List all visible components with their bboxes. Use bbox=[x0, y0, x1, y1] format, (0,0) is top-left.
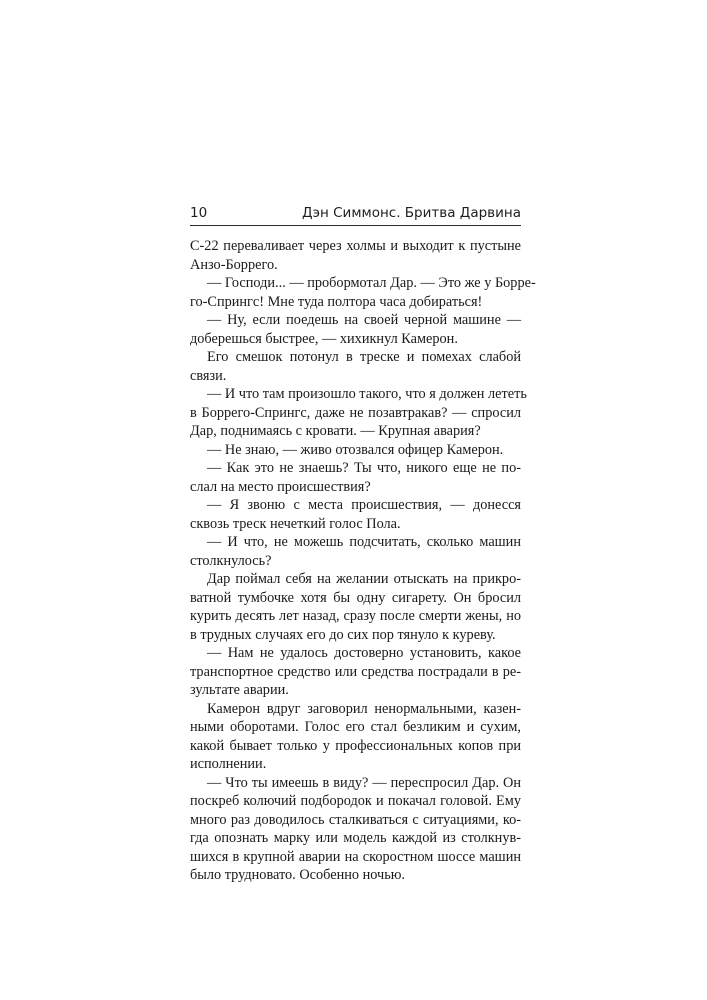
text-line: Дар, поднимаясь с кровати. — Крупная авария? bbox=[190, 423, 481, 439]
text-line: — И что там произошло такого, что я должен лететь bbox=[207, 386, 527, 402]
header-rule bbox=[190, 225, 521, 226]
paragraph bbox=[190, 774, 521, 885]
text-line: шихся в крупной аварии на скоростном шоссе машин bbox=[190, 848, 521, 865]
text-line: гда опознать марку или модель каждой из столкнув- bbox=[190, 830, 521, 846]
text-line: — Господи... — пробормотал Дар. — Это же у Борре- bbox=[207, 275, 536, 291]
paragraph bbox=[190, 237, 521, 274]
text-line: было трудновато. Особенно ночью. bbox=[190, 867, 406, 883]
text-line: — Я звоню с места происшествия, — донесся bbox=[207, 497, 521, 513]
text-line: зультате аварии. bbox=[190, 682, 289, 698]
text-line: столкнулось? bbox=[190, 552, 272, 569]
paragraph bbox=[190, 533, 521, 570]
text-line: — Как это не знаешь? Ты что, никого еще не по- bbox=[207, 460, 521, 476]
paragraph bbox=[190, 570, 521, 644]
text-line: поскреб колючий подбородок и покачал головой. Ему bbox=[190, 793, 521, 809]
running-head bbox=[190, 205, 521, 225]
page-number: 10 bbox=[190, 205, 208, 221]
paragraph bbox=[190, 644, 521, 700]
paragraph bbox=[190, 459, 521, 496]
text-line: — Не знаю, — живо отозвался офицер Камерон. bbox=[207, 441, 504, 458]
text-line: курить десять лет назад, сразу после смерти жены, но bbox=[190, 608, 521, 624]
text-line: — Нам не удалось достоверно установить, какое bbox=[207, 645, 521, 661]
text-line: Камерон вдруг заговорил ненормальными, казен- bbox=[207, 700, 521, 717]
text-line: исполнении. bbox=[190, 756, 267, 772]
paragraph bbox=[190, 348, 521, 385]
text-line: — И что, не можешь подсчитать, сколько машин bbox=[207, 534, 521, 550]
paragraph bbox=[190, 700, 521, 774]
text-line: связи. bbox=[190, 367, 227, 384]
paragraph bbox=[190, 274, 536, 311]
text-line: Его смешок потонул в треске и помехах слабой bbox=[207, 349, 521, 365]
text-line: С-22 переваливает через холмы и выходит к пустыне bbox=[190, 238, 521, 254]
text-line: ватной тумбочке хотя бы одну сигарету. Он бросил bbox=[190, 589, 521, 606]
body-text bbox=[190, 237, 536, 885]
text-line: слал на место происшествия? bbox=[190, 478, 371, 495]
text-line: много раз доводилось сталкиваться с ситуациями, ко- bbox=[190, 811, 521, 828]
paragraph bbox=[190, 385, 527, 441]
text-line: ными оборотами. Голос его стал безликим и сухим, bbox=[190, 719, 521, 735]
text-line: доберешься быстрее, — хихикнул Камерон. bbox=[190, 330, 458, 347]
paragraph bbox=[190, 496, 521, 533]
text-line: в Боррего-Спрингс, даже не позавтракав? — спросил bbox=[190, 404, 521, 421]
running-title: Дэн Симмонс. Бритва Дарвина bbox=[302, 205, 521, 221]
text-line: — Ну, если поедешь на своей черной машине — bbox=[207, 312, 521, 328]
paragraph bbox=[190, 441, 521, 460]
text-line: в трудных случаях его до сих пор тянуло к куреву. bbox=[190, 626, 496, 643]
paragraph bbox=[190, 311, 521, 348]
text-line: сквозь треск нечеткий голос Пола. bbox=[190, 515, 401, 532]
text-line: какой бывает только у профессиональных копов при bbox=[190, 737, 521, 754]
text-line: Анзо-Боррего. bbox=[190, 256, 278, 273]
text-line: Дар поймал себя на желании отыскать на прикро- bbox=[207, 571, 521, 587]
text-line: транспортное средство или средства пострадали в ре- bbox=[190, 663, 521, 680]
text-line: го-Спрингс! Мне туда полтора часа добираться! bbox=[190, 293, 483, 310]
text-line: — Что ты имеешь в виду? — переспросил Дар. Он bbox=[207, 774, 521, 791]
